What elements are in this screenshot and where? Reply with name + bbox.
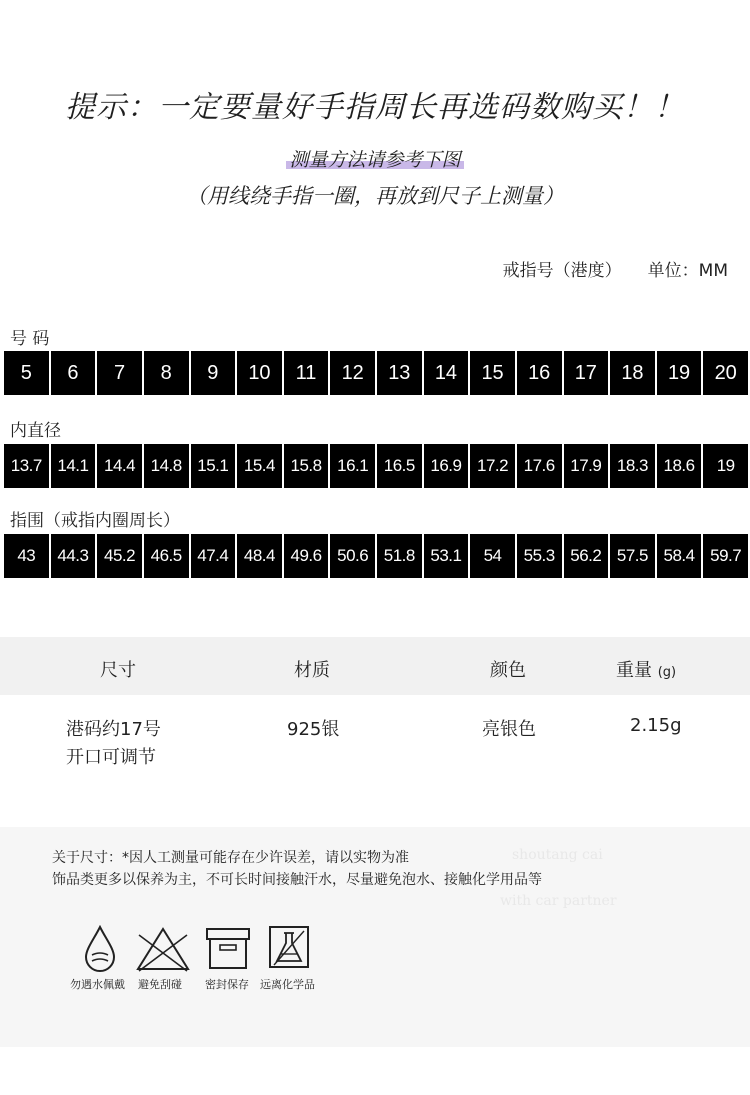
- diameter-cell: 14.4: [97, 444, 142, 488]
- diameter-cell: 18.3: [610, 444, 655, 488]
- icon-label-water: 勿遇水佩戴: [70, 978, 125, 991]
- circumference-cell: 57.5: [610, 534, 655, 578]
- watermark-line1: shoutang cai: [512, 847, 603, 863]
- circumference-cell: 44.3: [51, 534, 96, 578]
- spec-header-size: 尺寸: [100, 660, 136, 681]
- size-cell: 16: [517, 351, 562, 395]
- size-cell: 11: [284, 351, 329, 395]
- circumference-cell: 46.5: [144, 534, 189, 578]
- size-cell: 17: [564, 351, 609, 395]
- size-cell: 12: [330, 351, 375, 395]
- spec-header-weight: 重量 (g): [616, 660, 677, 681]
- diameter-cell: 15.1: [191, 444, 236, 488]
- ring-size-standard: 戒指号（港度）: [502, 261, 622, 281]
- circumference-row-label: 指围（戒指内圈周长）: [10, 511, 180, 531]
- headline: 提示：一定要量好手指周长再选码数购买！！: [65, 90, 685, 125]
- circumference-cell: 53.1: [424, 534, 469, 578]
- diameter-cell: 15.4: [237, 444, 282, 488]
- size-cell: 18: [610, 351, 655, 395]
- size-cell: 9: [191, 351, 236, 395]
- size-row: [4, 351, 748, 395]
- diameter-cell: 18.6: [657, 444, 702, 488]
- size-cell: 6: [51, 351, 96, 395]
- unit-line: [503, 256, 728, 281]
- circumference-cell: 51.8: [377, 534, 422, 578]
- diameter-cell: 16.9: [424, 444, 469, 488]
- circumference-row: [4, 534, 748, 578]
- icon-label-scratch: 避免刮碰: [138, 978, 182, 991]
- triangle-no-scratch-icon: [135, 925, 191, 973]
- diameter-cell: 15.8: [284, 444, 329, 488]
- size-cell: 8: [144, 351, 189, 395]
- size-cell: 20: [703, 351, 748, 395]
- water-drop-icon: [80, 925, 120, 973]
- care-note-line1: 关于尺寸：*因人工测量可能存在少许误差，请以实物为准: [52, 850, 409, 866]
- size-cell: 7: [97, 351, 142, 395]
- sealed-box-icon: [204, 925, 252, 971]
- size-cell: 19: [657, 351, 702, 395]
- diameter-cell: 13.7: [4, 444, 49, 488]
- diameter-cell: 14.8: [144, 444, 189, 488]
- diameter-cell: 16.5: [377, 444, 422, 488]
- circumference-cell: 49.6: [284, 534, 329, 578]
- circumference-cell: 45.2: [97, 534, 142, 578]
- diameter-row: [4, 444, 748, 488]
- diameter-cell: 16.1: [330, 444, 375, 488]
- spec-color-value: 亮银色: [482, 719, 536, 740]
- circumference-cell: 48.4: [237, 534, 282, 578]
- spec-weight-value: 2.15g: [630, 715, 682, 736]
- circumference-cell: 50.6: [330, 534, 375, 578]
- chemical-flask-icon: [268, 925, 310, 969]
- circumference-cell: 59.7: [703, 534, 748, 578]
- icon-label-chemical: 远离化学品: [260, 978, 315, 991]
- spec-material-value: 925银: [287, 719, 340, 740]
- circumference-cell: 58.4: [657, 534, 702, 578]
- method-detail: （用线绕手指一圈，再放到尺子上测量）: [186, 184, 564, 208]
- watermark-line2: with car partner: [500, 893, 617, 909]
- method-note: 测量方法请参考下图: [0, 145, 750, 172]
- size-cell: 14: [424, 351, 469, 395]
- diameter-cell: 17.9: [564, 444, 609, 488]
- size-cell: 10: [237, 351, 282, 395]
- circumference-cell: 55.3: [517, 534, 562, 578]
- spec-header-material: 材质: [294, 660, 330, 681]
- care-section: [0, 827, 750, 1047]
- size-cell: 15: [470, 351, 515, 395]
- unit-label: 单位：MM: [647, 261, 728, 281]
- diameter-cell: 14.1: [51, 444, 96, 488]
- circumference-cell: 43: [4, 534, 49, 578]
- diameter-cell: 19: [703, 444, 748, 488]
- size-cell: 13: [377, 351, 422, 395]
- circumference-cell: 47.4: [191, 534, 236, 578]
- diameter-cell: 17.2: [470, 444, 515, 488]
- size-row-label: 号 码: [10, 329, 50, 349]
- circumference-cell: 56.2: [564, 534, 609, 578]
- size-cell: 5: [4, 351, 49, 395]
- spec-header-bar: [0, 637, 750, 695]
- size-value-line2: 开口可调节: [66, 747, 156, 768]
- size-value-line1: 港码约17号: [66, 719, 161, 740]
- care-note-line2: 饰品类更多以保养为主，不可长时间接触汗水，尽量避免泡水、接触化学用品等: [52, 872, 542, 888]
- diameter-row-label: 内直径: [10, 421, 61, 441]
- diameter-cell: 17.6: [517, 444, 562, 488]
- spec-header-color: 颜色: [490, 660, 526, 681]
- weight-unit: (g): [657, 665, 677, 680]
- icon-label-box: 密封保存: [205, 978, 249, 991]
- circumference-cell: 54: [470, 534, 515, 578]
- spec-size-value: [66, 716, 161, 772]
